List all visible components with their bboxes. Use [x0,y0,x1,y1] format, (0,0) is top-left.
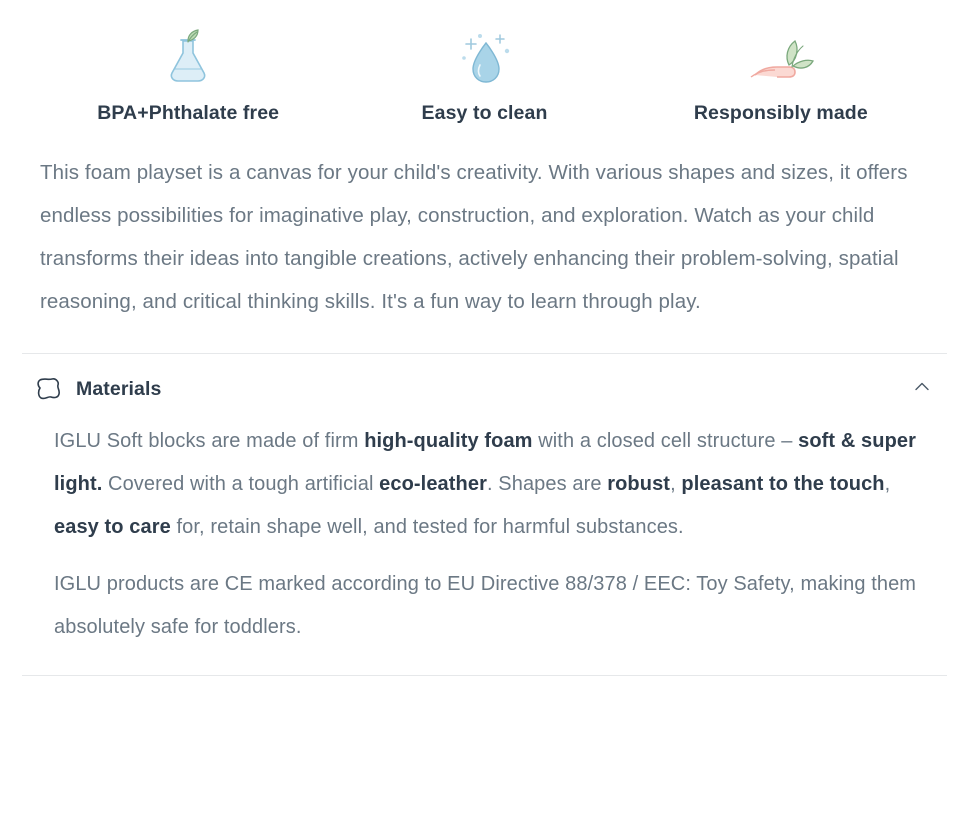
feature-label: BPA+Phthalate free [97,102,280,124]
text-bold: eco-leather [379,473,487,495]
feature-label: Easy to clean [421,102,548,124]
materials-paragraph-2: IGLU products are CE marked according to EU Directive 88/378 / EEC: Toy Safety, making them absolutely safe for toddlers. [54,573,917,638]
accordion-title: Materials [76,377,162,400]
flask-leaf-icon [162,26,214,88]
chevron-up-icon[interactable] [913,378,931,396]
feature-label: Responsibly made [693,102,868,124]
text-bold: robust [607,473,671,495]
product-description: This foam playset is a canvas for your child's creativity. With various shapes and sizes, it offers endless possibilities for imaginative play, construction, and exploration. Watch as your child transforms their ideas into tangible creations, actively enhancing their problem-solving, spatial reasoning, and critical thinking skills. It's a fun way to learn through play. [40,161,908,313]
materials-paragraph-1 [54,420,917,549]
water-drop-icon [453,26,515,88]
feature-badges [0,0,969,125]
accordion-materials-header[interactable] [0,354,969,404]
text-part: , [884,473,891,495]
text-bold: easy to care [54,516,171,538]
text-bold: soft & super light. [54,430,916,495]
text-bold: pleasant to the touch [681,473,885,495]
leather-hide-icon [34,374,64,404]
text-part: , [670,473,682,495]
text-part: . Shapes are [486,473,608,495]
text-bold: high-quality foam [364,430,533,452]
text-part: with a closed cell structure – [532,430,799,452]
accordion-materials-body [0,404,969,649]
feature-item [40,26,336,125]
text-part: Covered with a tough artificial [102,473,380,495]
text-part: for, retain shape well, and tested for harmful substances. [170,516,684,538]
hand-leaf-icon [745,26,817,88]
feature-item [336,26,632,125]
text-part: IGLU Soft blocks are made of firm [54,430,365,452]
feature-item [633,26,929,125]
section-divider-bottom [22,675,947,676]
